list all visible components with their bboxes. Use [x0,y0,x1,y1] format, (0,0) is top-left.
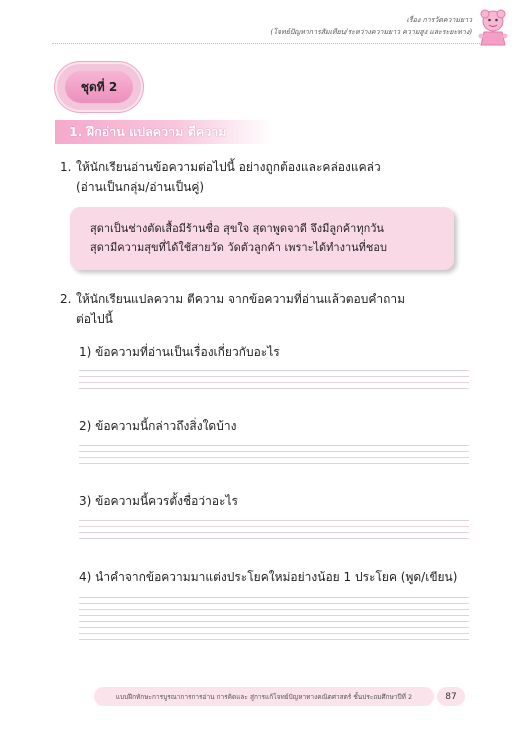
page-number: 87 [437,687,465,706]
answer-lines-4[interactable] [79,597,469,645]
sub-question-2: 2) ข้อความนี้กล่าวถึงสิ่งใดบ้าง [79,419,237,433]
sub-question-1: 1) ข้อความที่อ่านเป็นเรื่องเกี่ยวกับอะไร [79,345,280,359]
section-title: 1. ฝึกอ่าน แปลความ ตีความ [69,124,227,139]
footer-book-title: แบบฝึกทักษะการบูรณาการการอ่าน การคิดและ สู่การแก้โจทย์ปัญหาทางคณิตศาสตร์ ชั้นประถมศึกษาปีที่ 2 [94,687,434,706]
set-badge [57,64,141,110]
set-badge-label: ชุดที่ 2 [65,71,133,103]
answer-lines-2[interactable] [79,445,469,469]
header-subtopic: (โจทย์ปัญหาการสัมเทียบ/ระหว่างความยาว ความสูง และระยะทาง) [270,28,472,36]
sub-question-4: 4) นำคำจากข้อความมาแต่งประโยคใหม่อย่างน้อย 1 ประโยค (พูด/เขียน) [79,570,458,584]
answer-lines-1[interactable] [79,370,469,394]
section-heading [55,120,273,144]
header-divider [52,43,480,44]
question-2-text-cont: ต่อไปนี้ [76,312,113,326]
question-2-number: 2. [60,292,72,306]
passage-line-2: สุดามีความสุขที่ได้ใช้สายวัด วัดตัวลูกค้า เพราะได้ทำงานที่ชอบ [90,241,387,254]
sub-question-3: 3) ข้อความนี้ควรตั้งชื่อว่าอะไร [79,494,238,508]
header-topic: เรื่อง การวัดความยาว [406,16,472,24]
question-2-text: ให้นักเรียนแปลความ ตีความ จากข้อความที่อ่านแล้วตอบคำถาม [76,292,406,306]
answer-lines-3[interactable] [79,520,469,544]
question-1-text: ให้นักเรียนอ่านข้อความต่อไปนี้ อย่างถูกต้องและคล่องแคล่ว [76,160,381,174]
question-1-number: 1. [60,160,72,174]
mascot-icon [476,8,510,48]
passage-line-1: สุดาเป็นช่างตัดเสื้อมีร้านชื่อ สุขใจ สุดาพูดจาดี จึงมีลูกค้าทุกวัน [90,222,384,235]
question-1-note: (อ่านเป็นกลุ่ม/อ่านเป็นคู่) [76,180,205,194]
reading-passage [70,207,454,270]
